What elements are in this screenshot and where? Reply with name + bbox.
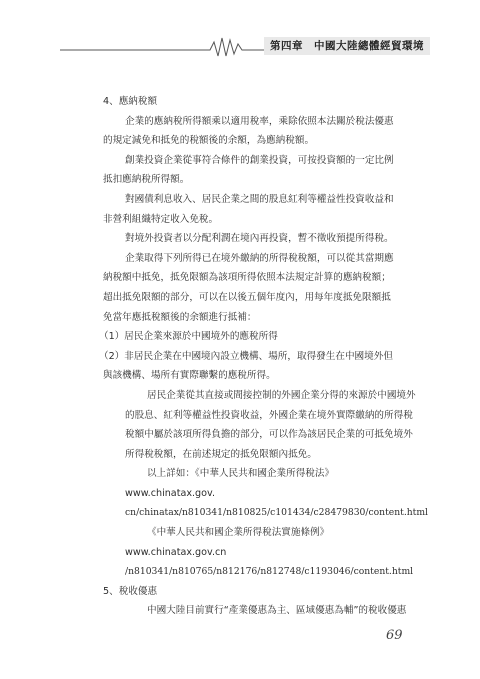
paragraph-line: 對國債利息收入、居民企業之間的股息紅利等權益性投資收益和	[125, 193, 394, 205]
paragraph-line: 居民企業從其直接或間接控制的外國企業分得的來源於中國境外	[147, 389, 416, 401]
paragraph-line: 稅額中屬於該項所得負擔的部分，可以作為該居民企業的可抵免境外	[125, 429, 413, 441]
page-body	[99, 92, 428, 621]
reference-line: 《中華人民共和國企業所得稅法實施條例》www.chinatax.gov.cn	[125, 527, 330, 558]
list-item-2-continued: 與該機構、場所有實際聯繫的應稅所得。	[103, 370, 276, 382]
paragraph-line: 中國大陸目前實行“產業優惠為主、區域優惠為輔”的稅收優惠	[147, 605, 407, 617]
paragraph-line: 抵扣應納稅所得額。	[103, 174, 190, 186]
paragraph-line: 的股息、紅利等權益性投資收益，外國企業在境外實際繳納的所得稅	[125, 409, 413, 421]
paragraph-line: 對境外投資者以分配利潤在境內再投資，暫不徵收預提所得稅。	[125, 233, 394, 245]
paragraph-line: 納稅額中抵免，抵免限額為該項所得依照本法規定計算的應納稅額；	[103, 272, 391, 284]
paragraph-line: 企業取得下列所得已在境外繳納的所得稅稅額，可以從其當期應	[125, 252, 394, 264]
page-header	[60, 34, 430, 58]
paragraph-line: 企業的應納稅所得額乘以適用稅率，乘除依照本法關於稅法優惠	[125, 115, 394, 127]
section-heading-4: 4、應納稅額	[103, 96, 158, 107]
page-number: 69	[386, 628, 403, 643]
section-heading-5: 5、稅收優惠	[103, 585, 158, 597]
list-item-2: （2）非居民企業在中國境內設立機構、場所，取得發生在中國境外但	[99, 350, 393, 362]
chapter-title: 第四章 中國大陸總體經貿環境	[264, 37, 430, 55]
paragraph-line: 非營利組織特定收入免稅。	[103, 213, 219, 225]
paragraph-line: 免當年應抵稅額後的余額進行抵補：	[103, 311, 257, 323]
paragraph-line: 超出抵免限額的部分，可以在以後五個年度內，用每年度抵免限額抵	[103, 291, 391, 303]
paragraph-line: 所得稅稅額，在前述規定的抵免限額內抵免。	[125, 448, 317, 460]
paragraph-line: 創業投資企業從事符合條件的創業投資，可按投資額的一定比例	[125, 154, 394, 166]
reference-line: 以上詳如：《中華人民共和國企業所得稅法》www.chinatax.gov.	[125, 468, 335, 499]
paragraph-line: 的規定減免和抵免的稅額後的余額，為應納稅額。	[103, 135, 315, 147]
reference-url: cn/chinatax/n810341/n810825/c101434/c28479830/content.html	[125, 507, 428, 519]
reference-url: /n810341/n810765/n812176/n812748/c1193046/content.html	[125, 566, 414, 578]
list-item-1: （1）居民企業來源於中國境外的應稅所得	[99, 331, 278, 343]
